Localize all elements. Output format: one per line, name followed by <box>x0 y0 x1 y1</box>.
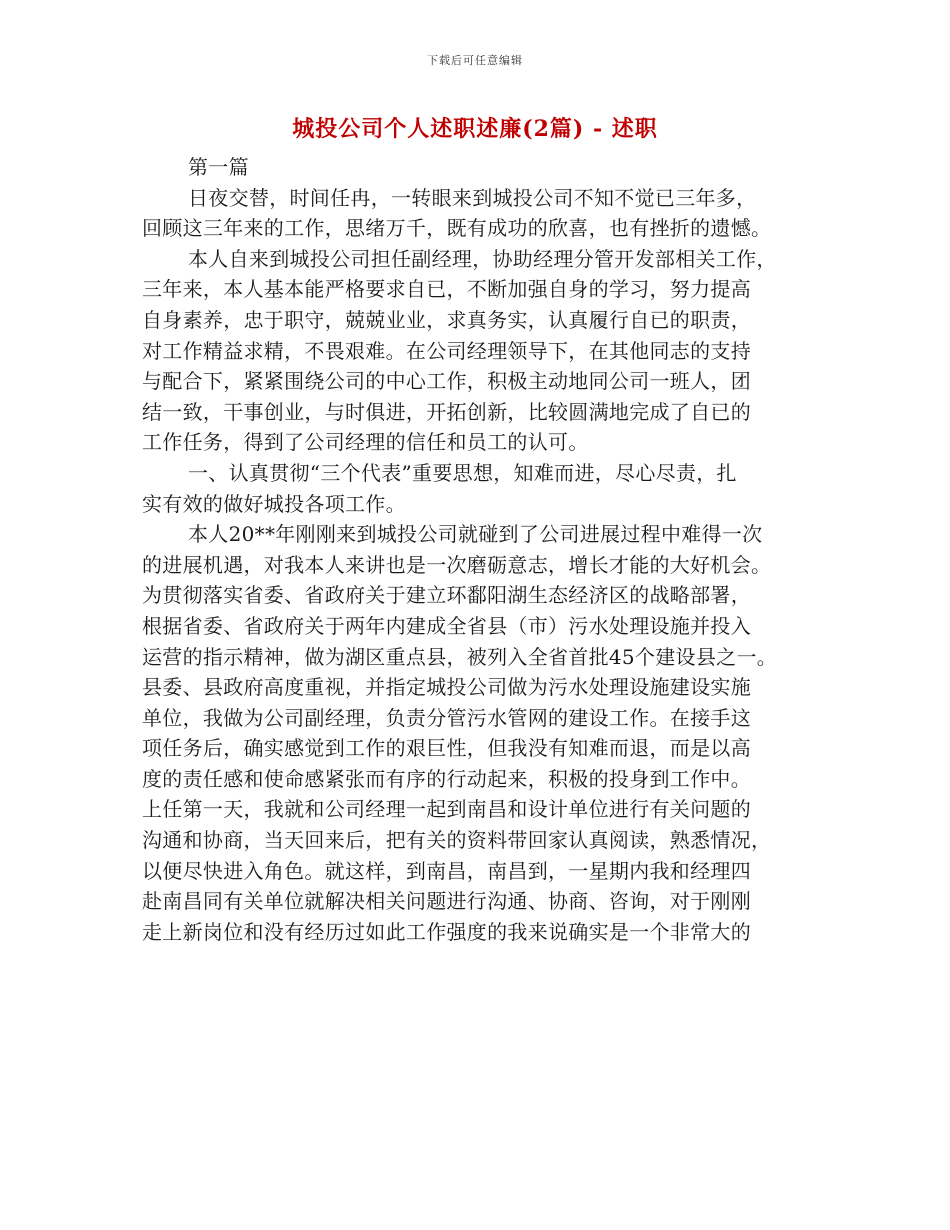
body-line: 赴南昌同有关单位就解决相关问题进行沟通、协商、咨询，对于刚刚 <box>142 889 751 914</box>
body-line: 日夜交替，时间任冉，一转眼来到城投公司不知不觉已三年多， <box>188 185 757 210</box>
body-line: 沟通和协商，当天回来后，把有关的资料带回家认真阅读，熟悉情况， <box>142 828 772 853</box>
body-line: 上任第一天，我就和公司经理一起到南昌和设计单位进行有关问题的 <box>142 797 751 822</box>
body-line: 项任务后，确实感觉到工作的艰巨性，但我没有知难而退，而是以高 <box>142 736 751 761</box>
document-title: 城投公司个人述职述廉(2篇) - 述职 <box>292 116 658 142</box>
body-line: 县委、县政府高度重视，并指定城投公司做为污水处理设施建设实施 <box>142 675 751 700</box>
body-line: 一、认真贯彻“三个代表”重要思想，知难而进，尽心尽责，扎 <box>188 460 737 485</box>
body-line: 结一致，干事创业，与时俱进，开拓创新，比较圆满地完成了自已的 <box>142 399 751 424</box>
document-body <box>142 152 814 947</box>
body-line: 三年来，本人基本能严格要求自已，不断加强自身的学习，努力提高 <box>142 277 751 302</box>
body-line: 本人自来到城投公司担任副经理，协助经理分管开发部相关工作， <box>188 246 777 271</box>
body-line: 对工作精益求精，不畏艰难。在公司经理领导下，在其他同志的支持 <box>142 338 751 363</box>
body-line: 的进展机遇，对我本人来讲也是一次磨砺意志，增长才能的大好机会。 <box>142 552 772 577</box>
body-line: 度的责任感和使命感紧张而有序的行动起来，积极的投身到工作中。 <box>142 766 751 791</box>
body-line: 本人20**年刚刚来到城投公司就碰到了公司进展过程中难得一次 <box>188 522 763 547</box>
body-line: 工作任务，得到了公司经理的信任和员工的认可。 <box>142 430 589 455</box>
header-note: 下载后可任意编辑 <box>427 54 523 67</box>
body-line: 回顾这三年来的工作，思绪万千，既有成功的欣喜，也有挫折的遗憾。 <box>142 216 772 241</box>
body-line: 单位，我做为公司副经理，负责分管污水管网的建设工作。在接手这 <box>142 705 751 730</box>
body-line: 自身素养，忠于职守，兢兢业业，求真务实，认真履行自已的职责， <box>142 307 751 332</box>
body-line: 根据省委、省政府关于两年内建成全省县（市）污水处理设施并投入 <box>142 613 751 638</box>
body-line: 为贯彻落实省委、省政府关于建立环鄱阳湖生态经济区的战略部署， <box>142 583 751 608</box>
body-line: 以便尽快进入角色。就这样，到南昌，南昌到，一星期内我和经理四 <box>142 858 751 883</box>
body-line: 第一篇 <box>188 155 249 179</box>
body-line: 实有效的做好城投各项工作。 <box>142 491 406 516</box>
body-line: 运营的指示精神，做为湖区重点县，被列入全省首批45个建设县之一。 <box>142 644 778 669</box>
body-line: 走上新岗位和没有经历过如此工作强度的我来说确实是一个非常大的 <box>142 919 751 944</box>
body-line: 与配合下，紧紧围绕公司的中心工作，积极主动地同公司一班人，团 <box>142 369 751 394</box>
